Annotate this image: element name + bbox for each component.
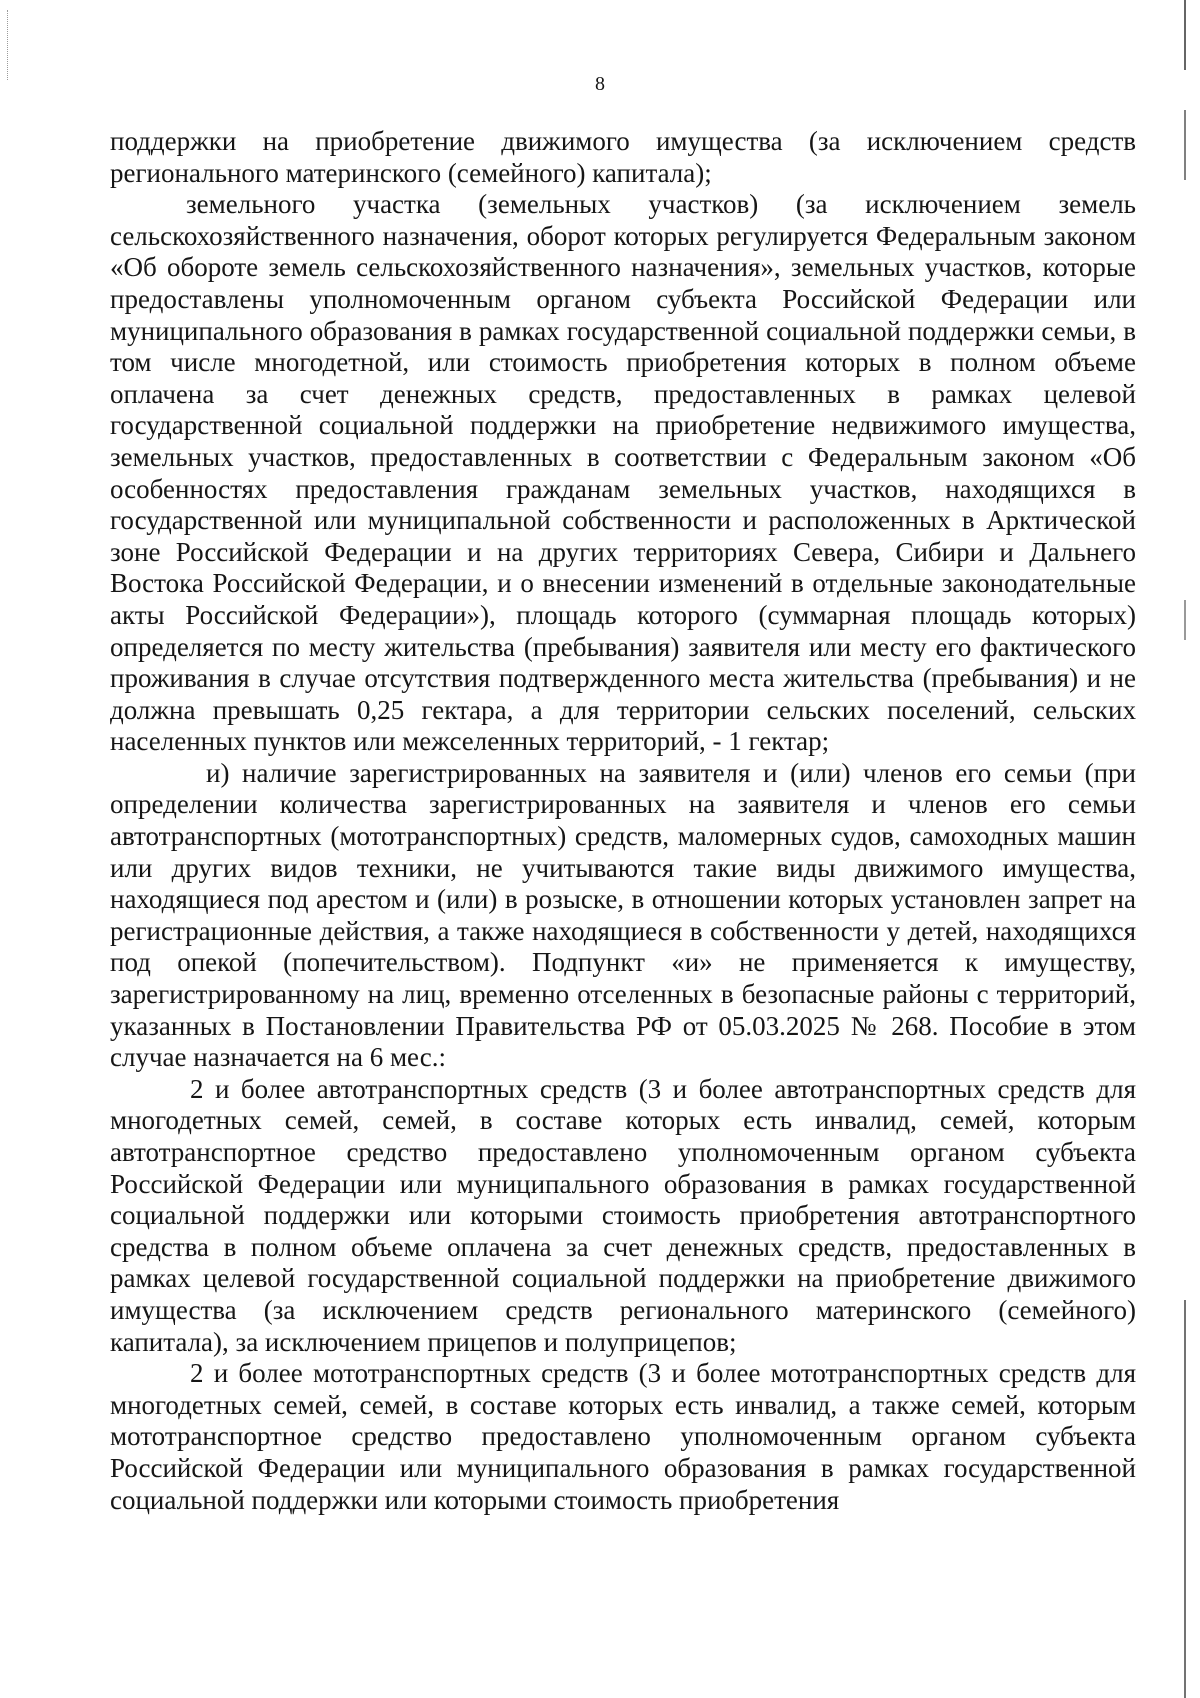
paragraph-continuation: поддержки на приобретение движимого имущества (за исключением средств регионального материнского (семейного) капитала); (110, 126, 1136, 188)
scan-edge-mark (7, 10, 9, 80)
paragraph-motorcycles: 2 и более мототранспортных средств (3 и более мототранспортных средств для многодетных семей, семей, в составе которых есть инвалид, а также семей, которым мототранспортное средство предоставлено уполномоченным органом субъекта Российской Федерации или муниципального образования в рамках государственной социальной поддержки или которыми стоимость приобретения (110, 1358, 1136, 1515)
page-number: 8 (595, 73, 605, 95)
paragraph-motor-vehicles: 2 и более автотранспортных средств (3 и более автотранспортных средств для многодетных семей, семей, в составе которых есть инвалид, семей, которым автотранспортное средство предоставлено уполномоченным органом субъекта Российской Федерации или муниципального образования в рамках государственной социальной поддержки или которыми стоимость приобретения автотранспортного средства в полном объеме оплачена за счет денежных средств, предоставленных в рамках целевой государственной социальной поддержки на приобретение движимого имущества (за исключением средств регионального материнского (семейного) капитала), за исключением прицепов и полуприцепов; (110, 1073, 1136, 1357)
scan-edge-line (1184, 0, 1186, 1698)
document-body (110, 126, 1136, 1516)
paragraph-land-plot: земельного участка (земельных участков) (за исключением земель сельскохозяйственного назначения, оборот которых регулируется Федеральным законом «Об обороте земель сельскохозяйственного назначения», земельных участков, которые предоставлены уполномоченным органом субъекта Российской Федерации или муниципального образования в рамках государственной социальной поддержки семьи, в том числе многодетной, или стоимость приобретения которых в полном объеме оплачена за счет денежных средств, предоставленных в рамках целевой государственной социальной поддержки на приобретение недвижимого имущества, земельных участков, предоставленных в соответствии с Федеральным законом «Об особенностях предоставления гражданам земельных участков, находящихся в государственной или муниципальной собственности и расположенных в Арктической зоне Российской Федерации и на других территориях Севера, Сибири и Дальнего Востока Российской Федерации, и о внесении изменений в отдельные законодательные акты Российской Федерации»), площадь которого (суммарная площадь которых) определяется по месту жительства (пребывания) заявителя или месту его фактического проживания в случае отсутствия подтвержденного места жительства (пребывания) и не должна превышать 0,25 гектара, а для территории сельских поселений, сельских населенных пунктов или межселенных территорий, - 1 гектар; (110, 189, 1136, 757)
paragraph-clause-i: и) наличие зарегистрированных на заявителя и (или) членов его семьи (при определении количества зарегистрированных на заявителя и членов его семьи автотранспортных (мототранспортных) средств, маломерных судов, самоходных машин или других видов техники, не учитываются такие виды движимого имущества, находящиеся под арестом и (или) в розыске, в отношении которых установлен запрет на регистрационные действия, а также находящиеся в собственности у детей, находящихся под опекой (попечительством). Подпункт «и» не применяется к имуществу, зарегистрированному на лиц, временно отселенных в безопасные районы с территорий, указанных в Постановлении Правительства РФ от 05.03.2025 № 268. Пособие в этом случае назначается на 6 мес.: (110, 757, 1136, 1073)
